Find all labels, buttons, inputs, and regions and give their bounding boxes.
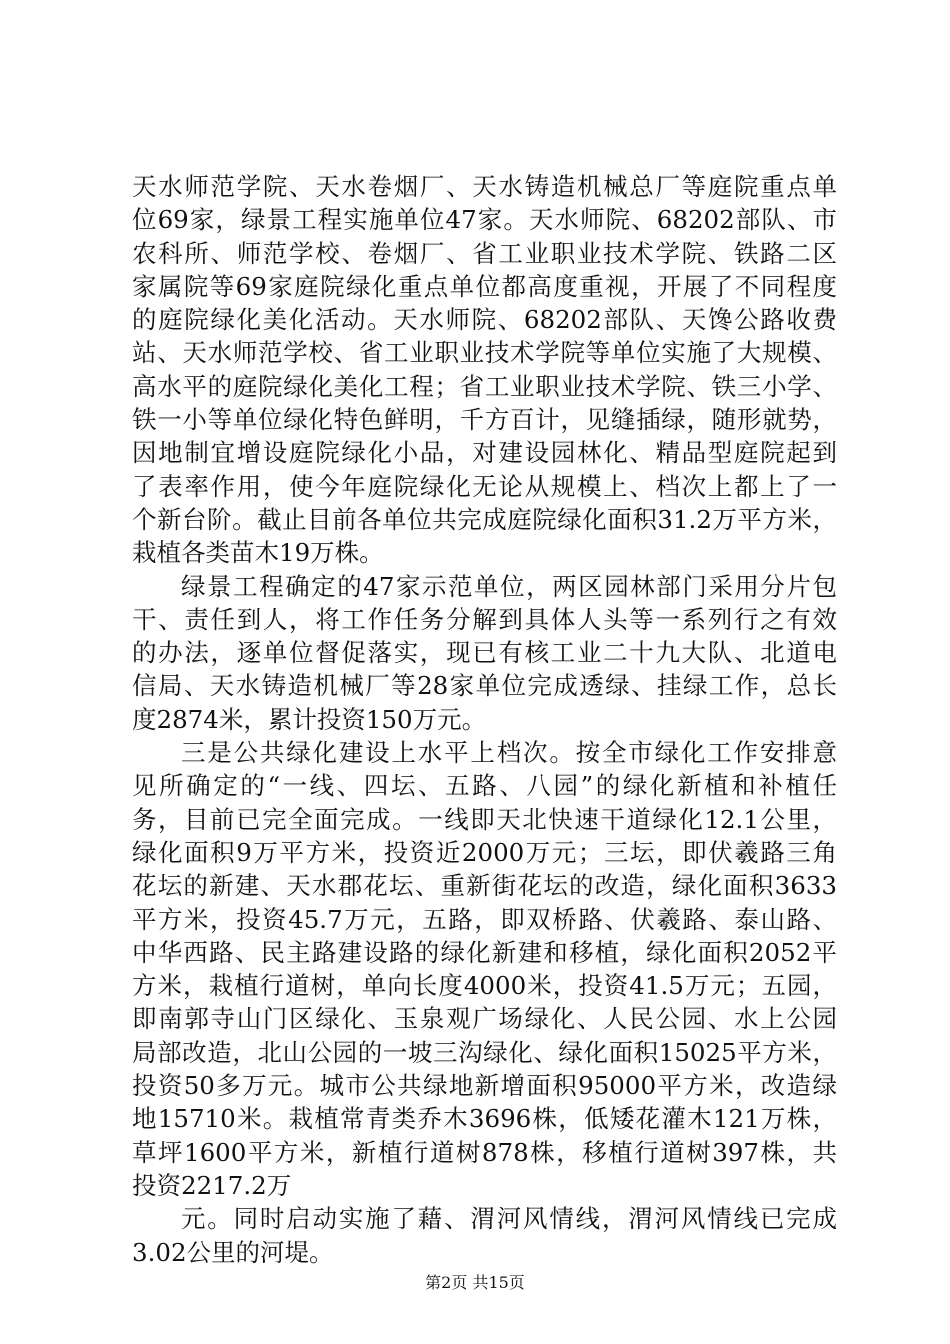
text-line: 天水师范学院、天水卷烟厂、天水铸造机械总厂等庭院重点单 — [132, 172, 837, 201]
text-line: 站、天水师范学校、省工业职业技术学院等单位实施了大规模、 — [132, 338, 837, 368]
document-body — [132, 170, 837, 1269]
text-line: 农科所、师范学校、卷烟厂、省工业职业技术学院、铁路二区 — [132, 238, 837, 268]
text-line: 三是公共绿化建设上水平上档次。按全市绿化工作安排意 — [181, 738, 837, 768]
text-line: 信局、天水铸造机械厂等28家单位完成透绿、挂绿工作，总长 — [132, 671, 837, 701]
text-line: 草坪1600平方米，新植行道树878株，移植行道树397株，共 — [132, 1137, 837, 1167]
text-line: 家属院等69家庭院绿化重点单位都高度重视，开展了不同程度 — [132, 271, 837, 301]
text-line: 3.02公里的河堤。 — [132, 1237, 334, 1267]
text-line: 务，目前已完全面完成。一线即天北快速干道绿化12.1公里， — [132, 804, 837, 834]
text-line: 平方米，投资45.7万元，五路，即双桥路、伏羲路、泰山路、 — [132, 904, 837, 934]
text-line: 绿景工程确定的47家示范单位，两区园林部门采用分片包 — [181, 571, 837, 601]
text-line: 投资2217.2万 — [132, 1170, 292, 1200]
text-line: 元。同时启动实施了藉、渭河风情线，渭河风情线已完成 — [181, 1204, 837, 1234]
text-line: 的庭院绿化美化活动。天水师院、68202部队、天馋公路收费 — [132, 305, 837, 335]
text-line: 即南郭寺山门区绿化、玉泉观广场绿化、人民公园、水上公园 — [132, 1004, 837, 1034]
text-line: 了表率作用，使今年庭院绿化无论从规模上、档次上都上了一 — [132, 471, 837, 501]
text-line: 栽植各类苗木19万株。 — [132, 538, 384, 568]
text-line: 花坛的新建、天水郡花坛、重新街花坛的改造，绿化面积3633 — [132, 871, 837, 901]
text-line: 局部改造，北山公园的一坡三沟绿化、绿化面积15025平方米， — [132, 1037, 837, 1067]
page-footer: 第2页 共15页 — [425, 1273, 525, 1292]
text-line: 位69家，绿景工程实施单位47家。天水师院、68202部队、市 — [132, 205, 837, 235]
text-line: 因地制宜增设庭院绿化小品，对建设园林化、精品型庭院起到 — [132, 438, 837, 468]
text-line: 的办法，逐单位督促落实，现已有核工业二十九大队、北道电 — [132, 638, 837, 668]
text-line: 见所确定的“一线、四坛、五路、八园”的绿化新植和补植任 — [132, 771, 837, 801]
text-line: 方米，栽植行道树，单向长度4000米，投资41.5万元；五园， — [132, 971, 837, 1001]
text-line: 铁一小等单位绿化特色鲜明，千方百计，见缝插绿，随形就势， — [132, 405, 837, 435]
text-line: 干、责任到人，将工作任务分解到具体人头等一系列行之有效 — [132, 604, 837, 634]
text-line: 地15710米。栽植常青类乔木3696株，低矮花灌木121万株， — [132, 1104, 837, 1134]
text-line: 投资50多万元。城市公共绿地新增面积95000平方米，改造绿 — [132, 1071, 837, 1101]
text-line: 高水平的庭院绿化美化工程；省工业职业技术学院、铁三小学、 — [132, 371, 837, 401]
text-line: 度2874米，累计投资150万元。 — [132, 704, 487, 734]
text-line: 绿化面积9万平方米，投资近2000万元；三坛，即伏羲路三角 — [132, 837, 837, 867]
text-line: 中华西路、民主路建设路的绿化新建和移植，绿化面积2052平 — [132, 937, 837, 967]
text-line: 个新台阶。截止目前各单位共完成庭院绿化面积31.2万平方米， — [132, 504, 837, 534]
